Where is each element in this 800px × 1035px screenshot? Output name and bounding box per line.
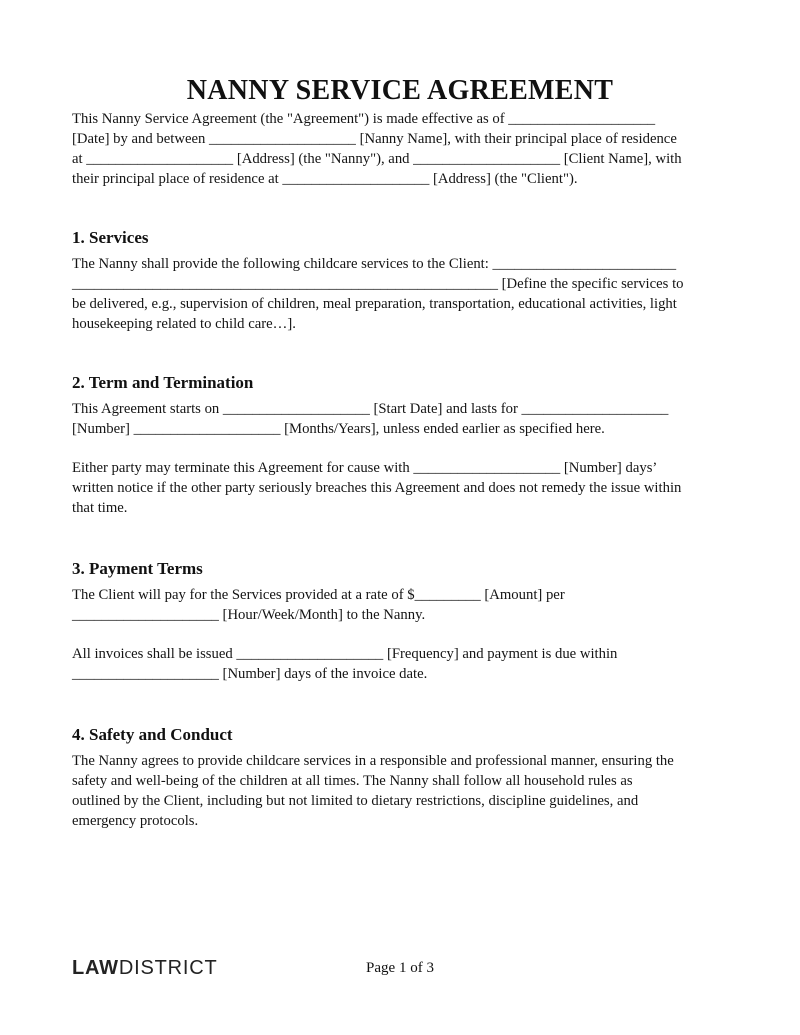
text-line: All invoices shall be issued ____________________ [Frequency] and payment is due within (72, 646, 618, 662)
text-line: The Nanny agrees to provide childcare services in a responsible and professional manner, ensuring the (72, 753, 674, 769)
section-heading-safety-conduct: 4. Safety and Conduct (72, 725, 233, 744)
lawdistrict-logo (72, 950, 217, 986)
text-line: written notice if the other party seriously breaches this Agreement and does not remedy the issue within (72, 480, 682, 496)
text-line: ____________________ [Number] days of the invoice date. (72, 666, 428, 682)
text-line: their principal place of residence at ____________________ [Address] (the "Client"). (72, 171, 578, 187)
document-title: NANNY SERVICE AGREEMENT (186, 75, 614, 106)
text-line: safety and well-being of the children at all times. The Nanny shall follow all household rules as (72, 773, 633, 789)
services-paragraph (72, 254, 728, 334)
text-line: Either party may terminate this Agreement for cause with ____________________ [Number] days’ (72, 460, 658, 476)
text-line: [Date] by and between ____________________ [Nanny Name], with their principal place of residence (72, 131, 677, 147)
text-line: The Nanny shall provide the following childcare services to the Client: _________________________ (72, 256, 677, 272)
section-heading-services: 1. Services (72, 228, 149, 247)
section-heading-term-termination: 2. Term and Termination (72, 373, 254, 392)
page-footer (0, 950, 800, 986)
safety-paragraph (72, 751, 728, 831)
logo-text-district: DISTRICT (118, 957, 218, 979)
payment-paragraph-1 (72, 585, 728, 625)
term-paragraph-2 (72, 458, 728, 518)
text-line: be delivered, e.g., supervision of children, meal preparation, transportation, educational activities, light (72, 296, 677, 312)
text-line: ____________________ [Hour/Week/Month] to the Nanny. (72, 607, 426, 623)
section-heading-payment-terms: 3. Payment Terms (72, 559, 203, 578)
text-line: __________________________________________________________ [Define the specific services to (72, 276, 684, 292)
intro-paragraph (72, 109, 728, 189)
logo-text-law: LAW (72, 957, 119, 979)
term-paragraph-1 (72, 399, 728, 439)
text-line: housekeeping related to child care…]. (72, 316, 296, 332)
text-line: at ____________________ [Address] (the "Nanny"), and ____________________ [Client Name], with (72, 151, 682, 167)
text-line: This Nanny Service Agreement (the "Agreement") is made effective as of ____________________ (72, 111, 656, 127)
text-line: outlined by the Client, including but not limited to dietary restrictions, discipline guidelines, and (72, 793, 639, 809)
payment-paragraph-2 (72, 644, 728, 684)
page-indicator: Page 1 of 3 (366, 960, 434, 976)
text-line: emergency protocols. (72, 813, 199, 829)
text-line: The Client will pay for the Services provided at a rate of $_________ [Amount] per (72, 587, 565, 603)
text-line: that time. (72, 500, 128, 516)
text-line: This Agreement starts on ____________________ [Start Date] and lasts for ____________________ (72, 401, 669, 417)
text-line: [Number] ____________________ [Months/Years], unless ended earlier as specified here. (72, 421, 605, 437)
